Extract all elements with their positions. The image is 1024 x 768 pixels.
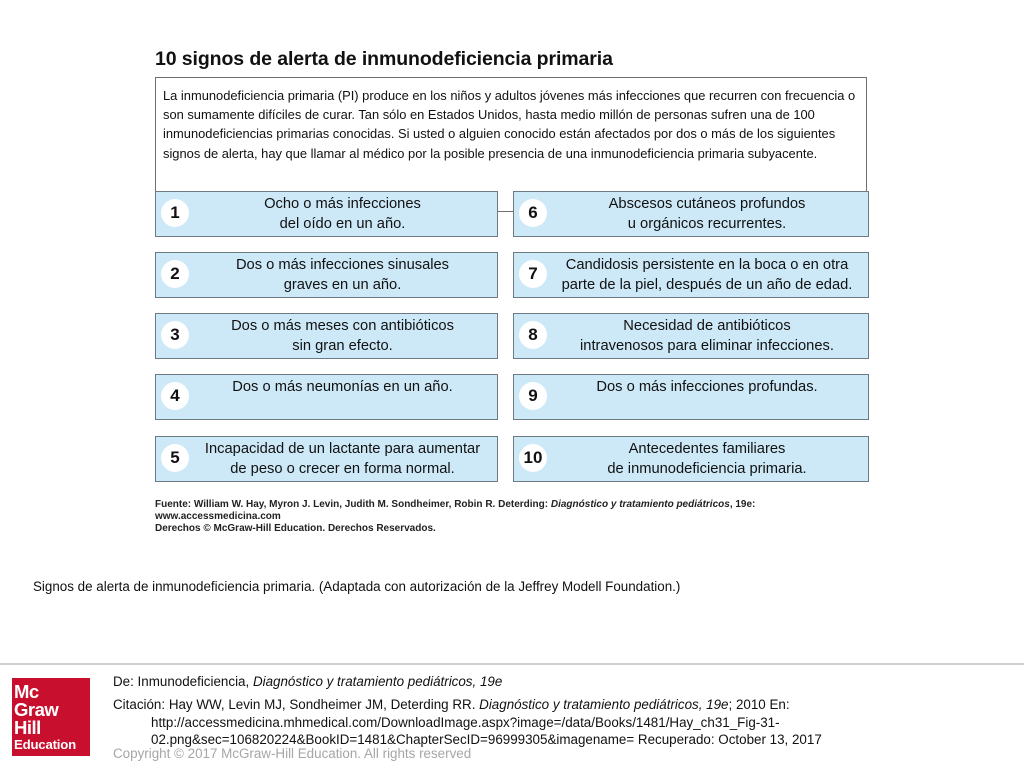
mcgraw-hill-education-logo: [12, 678, 90, 756]
source-authors: Fuente: William W. Hay, Myron J. Levin, Judith M. Sondheimer, Robin R. Deterding:: [155, 499, 551, 510]
citation-year: ; 2010 En:: [728, 697, 790, 712]
sign-line: Dos o más infecciones sinusales: [235, 257, 450, 273]
warning-sign-10: [513, 436, 869, 482]
source-line: [155, 499, 867, 511]
citation-url-line: http://accessmedicina.mhmedical.com/DownloadImage.aspx?image=/data/Books/1481/Hay_ch31_Fig-31-: [151, 714, 780, 730]
sign-line: Necesidad de antibióticos: [623, 318, 791, 334]
sign-line: Antecedentes familiares: [628, 441, 786, 457]
sign-number-badge: 8: [519, 321, 547, 349]
source-url: www.accessmedicina.com: [155, 511, 281, 522]
warning-sign-5: [155, 436, 498, 482]
sign-text: [548, 195, 866, 234]
citation-authors: Citación: Hay WW, Levin MJ, Sondheimer JM, Deterding RR: [113, 697, 472, 712]
sign-line: graves en un año.: [283, 276, 402, 293]
figure: [148, 42, 872, 538]
citation-url-line: 02.png&sec=106820224&BookID=1481&ChapterSecID=96999305&imagename= Recuperado: October 13, 2017: [151, 732, 822, 747]
sign-text: [548, 256, 866, 295]
logo-word: Graw: [14, 699, 59, 720]
sign-number-badge: 2: [161, 260, 189, 288]
logo-word: Hill: [14, 717, 41, 738]
sign-number-badge: 5: [161, 444, 189, 472]
source-book-title: Diagnóstico y tratamiento pediátricos: [550, 499, 730, 510]
logo-word: Mc: [14, 681, 39, 702]
figure-title: 10 signos de alerta de inmunodeficiencia primaria: [155, 48, 613, 70]
warning-sign-7: [513, 252, 869, 298]
from-prefix: De: Inmunodeficiencia,: [113, 674, 253, 689]
sign-line: del oído en un año.: [279, 215, 406, 232]
sign-number-badge: 3: [161, 321, 189, 349]
logo-word: Education: [14, 737, 76, 752]
sign-number-badge: 1: [161, 199, 189, 227]
warning-sign-9: [513, 374, 869, 420]
footer-copyright: Copyright © 2017 McGraw-Hill Education. All rights reserved: [113, 746, 472, 761]
citation-book-title: Diagnóstico y tratamiento pediátricos, 19e: [479, 697, 729, 712]
sign-text: [190, 256, 495, 295]
sign-line: Dos o más meses con antibióticos: [231, 318, 454, 334]
footer-from: [113, 674, 502, 689]
sign-line: de peso o crecer en forma normal.: [230, 460, 455, 477]
footer-divider: [0, 663, 1024, 665]
warning-sign-6: [513, 191, 869, 237]
sign-line: de inmunodeficiencia primaria.: [607, 460, 807, 477]
sign-line: Incapacidad de un lactante para aumentar: [204, 441, 481, 457]
warning-sign-8: [513, 313, 869, 359]
sign-line: Ocho o más infecciones: [264, 196, 421, 212]
sign-line: intravenosos para eliminar infecciones.: [580, 337, 834, 354]
citation-separator: .: [471, 697, 480, 712]
source-rights: Derechos © McGraw-Hill Education. Derechos Reservados.: [155, 523, 436, 534]
sign-number-badge: 4: [161, 382, 189, 410]
figure-source: [155, 499, 867, 535]
sign-line: Dos o más infecciones profundas.: [596, 379, 818, 395]
from-book-title: Diagnóstico y tratamiento pediátricos, 19e: [252, 674, 503, 689]
source-edition: , 19e:: [729, 499, 756, 510]
figure-caption: Signos de alerta de inmunodeficiencia primaria. (Adaptada con autorización de la Jeffrey Modell Foundation.): [33, 579, 681, 594]
sign-text: [190, 440, 495, 479]
sign-line: parte de la piel, después de un año de edad.: [561, 276, 853, 293]
sign-text: [190, 378, 495, 398]
sign-text: [548, 317, 866, 356]
sign-line: Abscesos cutáneos profundos: [608, 196, 806, 212]
sign-line: Dos o más neumonías en un año.: [232, 379, 453, 395]
sign-text: [548, 378, 866, 398]
warning-sign-3: [155, 313, 498, 359]
sign-number-badge: 7: [519, 260, 547, 288]
sign-text: [190, 195, 495, 234]
sign-line: u orgánicos recurrentes.: [627, 215, 787, 232]
intro-box: La inmunodeficiencia primaria (PI) produce en los niños y adultos jóvenes más infecciones que recurren con frecuencia o son sumamente difíciles de curar. Tan sólo en Estados Unidos, hasta medio millón de personas sufren una de 100 inmunodeficiencias primarias conocidas. Si usted o alguien conocido están afectados por dos o más de los siguientes signos de alerta, hay que llamar al médico por la posible presencia de una inmunodeficiencia primaria subyacente.: [155, 77, 867, 212]
warning-sign-1: [155, 191, 498, 237]
footer-citation: [113, 696, 893, 749]
warning-sign-2: [155, 252, 498, 298]
sign-number-badge: 10: [519, 444, 547, 472]
sign-text: [548, 440, 866, 479]
sign-line: Candidosis persistente en la boca o en otra: [565, 257, 849, 273]
sign-number-badge: 6: [519, 199, 547, 227]
sign-text: [190, 317, 495, 356]
sign-line: sin gran efecto.: [292, 337, 393, 354]
warning-sign-4: [155, 374, 498, 420]
sign-number-badge: 9: [519, 382, 547, 410]
